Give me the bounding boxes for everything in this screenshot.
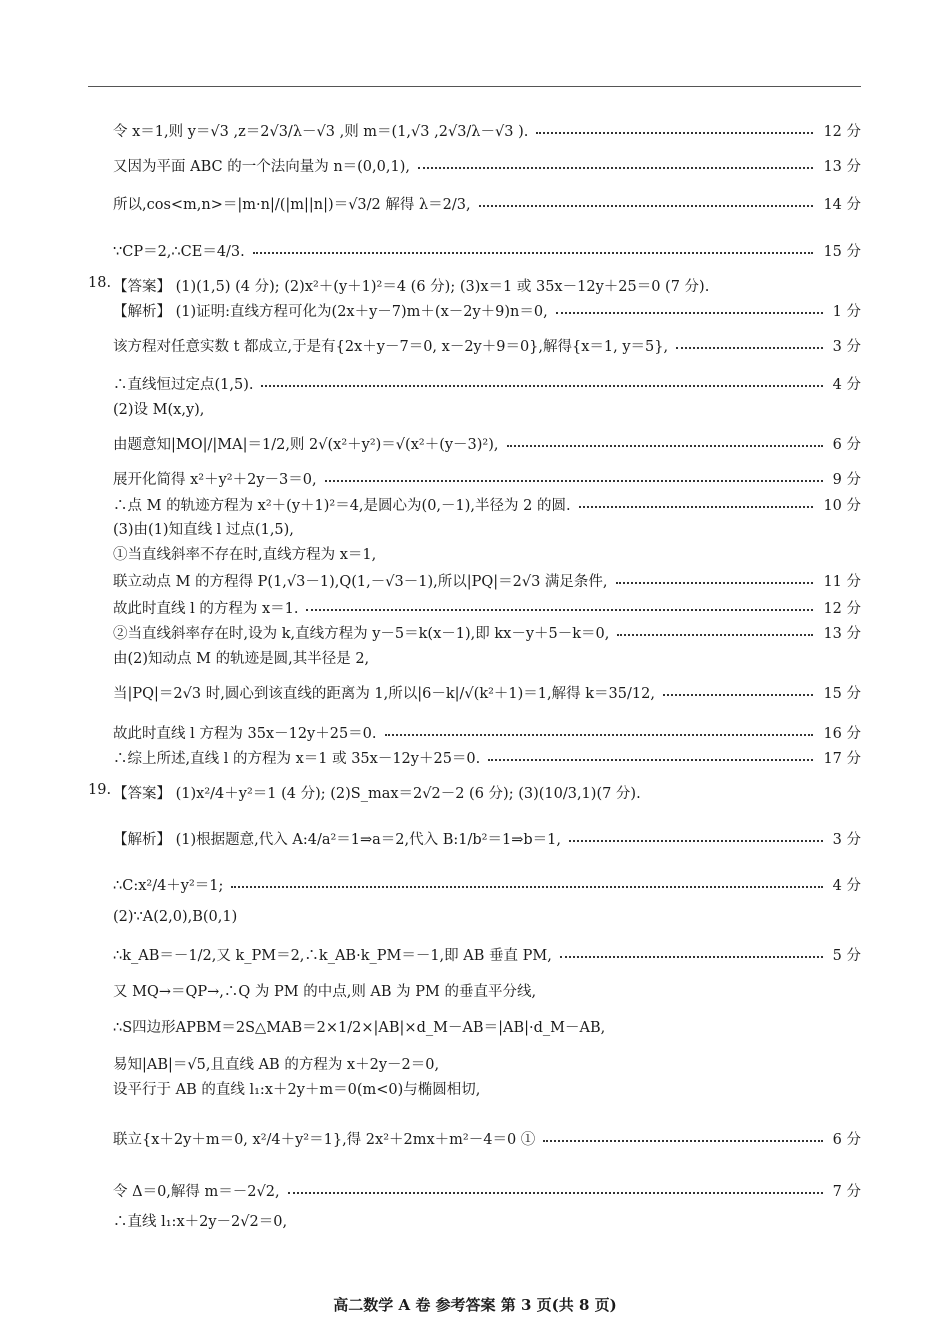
line-text: ∴综上所述,直线 l 的方程为 x＝1 或 35x－12y＋25＝0. bbox=[113, 751, 481, 767]
answer-line bbox=[113, 240, 861, 261]
answer-line bbox=[113, 398, 861, 419]
answer-line bbox=[113, 433, 861, 454]
line-text: 【答案】 (1)x²/4＋y²＝1 (4 分); (2)S_max＝2√2－2 (6 分); (3)(10/3,1)(7 分). bbox=[113, 786, 641, 802]
answer-line bbox=[113, 597, 861, 618]
score-label: 4 分 bbox=[832, 878, 861, 894]
answer-line bbox=[113, 782, 861, 803]
line-text: 由题意知|MO|/|MA|＝1/2,则 2√(x²＋y²)＝√(x²＋(y－3)²), bbox=[113, 437, 499, 453]
score-label: 13 分 bbox=[823, 626, 861, 642]
question-number: 19. bbox=[88, 782, 112, 798]
answer-line bbox=[113, 335, 861, 356]
answer-line bbox=[113, 722, 861, 743]
line-text: 联立动点 M 的方程得 P(1,√3－1),Q(1,－√3－1),所以|PQ|＝2√3 满足条件, bbox=[113, 574, 608, 590]
dot-leader bbox=[663, 694, 814, 696]
line-text: 又 MQ→＝QP→,∴Q 为 PM 的中点,则 AB 为 PM 的垂直平分线, bbox=[113, 984, 537, 1000]
score-label: 14 分 bbox=[823, 197, 861, 213]
line-text: 故此时直线 l 的方程为 x＝1. bbox=[113, 601, 299, 617]
answer-line bbox=[113, 1210, 861, 1231]
dot-leader bbox=[261, 385, 822, 387]
score-label: 5 分 bbox=[832, 948, 861, 964]
answer-line bbox=[113, 682, 861, 703]
line-text: 设平行于 AB 的直线 l₁:x＋2y＋m＝0(m<0)与椭圆相切, bbox=[113, 1082, 481, 1098]
score-label: 3 分 bbox=[832, 832, 861, 848]
line-text: 联立{x＋2y＋m＝0, x²/4＋y²＝1},得 2x²＋2mx＋m²－4＝0 ① bbox=[113, 1132, 536, 1148]
line-text: ∵CP＝2,∴CE＝4/3. bbox=[113, 244, 245, 260]
answer-line bbox=[113, 275, 861, 296]
line-text: (3)由(1)知直线 l 过点(1,5), bbox=[113, 522, 294, 538]
dot-leader bbox=[579, 506, 814, 508]
line-text: 展开化简得 x²＋y²＋2y－3＝0, bbox=[113, 472, 317, 488]
score-label: 9 分 bbox=[832, 472, 861, 488]
answer-line bbox=[113, 494, 861, 515]
answer-line bbox=[113, 874, 861, 895]
line-text: 【解析】 (1)根据题意,代入 A:4/a²＝1⇒a＝2,代入 B:1/b²＝1⇒b＝1, bbox=[113, 832, 561, 848]
dot-leader bbox=[543, 1140, 822, 1142]
score-label: 10 分 bbox=[823, 498, 861, 514]
line-text: (2)设 M(x,y), bbox=[113, 402, 205, 418]
line-text: ∴S四边形APBM＝2S△MAB＝2×1/2×|AB|×d_M－AB＝|AB|·d_M－AB, bbox=[113, 1020, 606, 1036]
line-text: 由(2)知动点 M 的轨迹是圆,其半径是 2, bbox=[113, 651, 370, 667]
score-label: 15 分 bbox=[823, 686, 861, 702]
line-text: 该方程对任意实数 t 都成立,于是有{2x＋y－7＝0, x－2y＋9＝0},解得{x＝1, y＝5}, bbox=[113, 339, 669, 355]
answer-line bbox=[113, 1016, 861, 1037]
score-label: 15 分 bbox=[823, 244, 861, 260]
answer-line bbox=[113, 543, 861, 564]
dot-leader bbox=[488, 759, 813, 761]
line-text: 所以,cos<m,n>＝|m·n|/(|m||n|)＝√3/2 解得 λ＝2/3, bbox=[113, 197, 471, 213]
dot-leader bbox=[325, 480, 823, 482]
answer-line bbox=[113, 909, 861, 925]
dot-leader bbox=[569, 840, 823, 842]
line-text: (2)∵A(2,0),B(0,1) bbox=[113, 909, 238, 925]
score-label: 12 分 bbox=[823, 601, 861, 617]
answer-line bbox=[113, 1180, 861, 1201]
dot-leader bbox=[676, 347, 823, 349]
line-text: ∴C:x²/4＋y²＝1; bbox=[113, 878, 224, 894]
line-text: 令 Δ＝0,解得 m＝－2√2, bbox=[113, 1184, 280, 1200]
answer-line bbox=[113, 747, 861, 768]
score-label: 4 分 bbox=[832, 377, 861, 393]
answer-line bbox=[113, 828, 861, 849]
answer-line bbox=[113, 944, 861, 965]
dot-leader bbox=[253, 252, 814, 254]
line-text: ∴点 M 的轨迹方程为 x²＋(y＋1)²＝4,是圆心为(0,－1),半径为 2 的圆. bbox=[113, 498, 571, 514]
score-label: 6 分 bbox=[832, 437, 861, 453]
line-text: 【答案】 (1)(1,5) (4 分); (2)x²＋(y＋1)²＝4 (6 分); (3)x＝1 或 35x－12y＋25＝0 (7 分). bbox=[113, 279, 710, 295]
line-text: 当|PQ|＝2√3 时,圆心到该直线的距离为 1,所以|6－k|/√(k²＋1)＝1,解得 k＝35/12, bbox=[113, 686, 655, 702]
score-label: 16 分 bbox=[823, 726, 861, 742]
answer-line bbox=[113, 155, 861, 176]
score-label: 6 分 bbox=[832, 1132, 861, 1148]
answer-line bbox=[113, 622, 861, 643]
dot-leader bbox=[306, 609, 813, 611]
line-text: 又因为平面 ABC 的一个法向量为 n＝(0,0,1), bbox=[113, 159, 410, 175]
score-label: 11 分 bbox=[823, 574, 861, 590]
line-text: ∴直线 l₁:x＋2y－2√2＝0, bbox=[113, 1214, 288, 1230]
answer-line bbox=[113, 300, 861, 321]
answer-line bbox=[113, 468, 861, 489]
answer-line bbox=[113, 1053, 861, 1074]
answer-line bbox=[113, 1128, 861, 1149]
dot-leader bbox=[231, 886, 822, 888]
score-label: 17 分 bbox=[823, 751, 861, 767]
dot-leader bbox=[418, 167, 813, 169]
page-footer: 高二数学 A 卷 参考答案 第 3 页(共 8 页) bbox=[333, 1296, 617, 1314]
answer-line bbox=[113, 570, 861, 591]
answer-line bbox=[113, 193, 861, 214]
dot-leader bbox=[479, 205, 814, 207]
dot-leader bbox=[560, 956, 823, 958]
question-number: 18. bbox=[88, 275, 112, 291]
score-label: 7 分 bbox=[832, 1184, 861, 1200]
score-label: 1 分 bbox=[832, 304, 861, 320]
line-text: ∴直线恒过定点(1,5). bbox=[113, 377, 254, 393]
dot-leader bbox=[616, 582, 814, 584]
line-text: 易知|AB|＝√5,且直线 AB 的方程为 x＋2y－2＝0, bbox=[113, 1057, 440, 1073]
dot-leader bbox=[507, 445, 823, 447]
answer-line bbox=[113, 1078, 861, 1099]
line-text: ∴k_AB＝－1/2,又 k_PM＝2,∴k_AB·k_PM＝－1,即 AB 垂直 PM, bbox=[113, 948, 552, 964]
top-rule bbox=[88, 86, 861, 87]
line-text: 【解析】 (1)证明:直线方程可化为(2x＋y－7)m＋(x－2y＋9)n＝0, bbox=[113, 304, 548, 320]
line-text: ①当直线斜率不存在时,直线方程为 x＝1, bbox=[113, 547, 377, 563]
line-text: 令 x＝1,则 y＝√3 ,z＝2√3/λ－√3 ,则 m＝(1,√3 ,2√3/λ－√3 ). bbox=[113, 124, 529, 140]
answer-line bbox=[113, 120, 861, 141]
score-label: 3 分 bbox=[832, 339, 861, 355]
dot-leader bbox=[617, 634, 813, 636]
score-label: 13 分 bbox=[823, 159, 861, 175]
dot-leader bbox=[556, 312, 823, 314]
answer-line bbox=[113, 518, 861, 539]
answer-line bbox=[113, 647, 861, 668]
answer-line bbox=[113, 980, 861, 1001]
dot-leader bbox=[385, 734, 814, 736]
dot-leader bbox=[536, 132, 813, 134]
line-text: 故此时直线 l 方程为 35x－12y＋25＝0. bbox=[113, 726, 377, 742]
score-label: 12 分 bbox=[823, 124, 861, 140]
line-text: ②当直线斜率存在时,设为 k,直线方程为 y－5＝k(x－1),即 kx－y＋5－k＝0, bbox=[113, 626, 610, 642]
answer-line bbox=[113, 373, 861, 394]
dot-leader bbox=[288, 1192, 823, 1194]
